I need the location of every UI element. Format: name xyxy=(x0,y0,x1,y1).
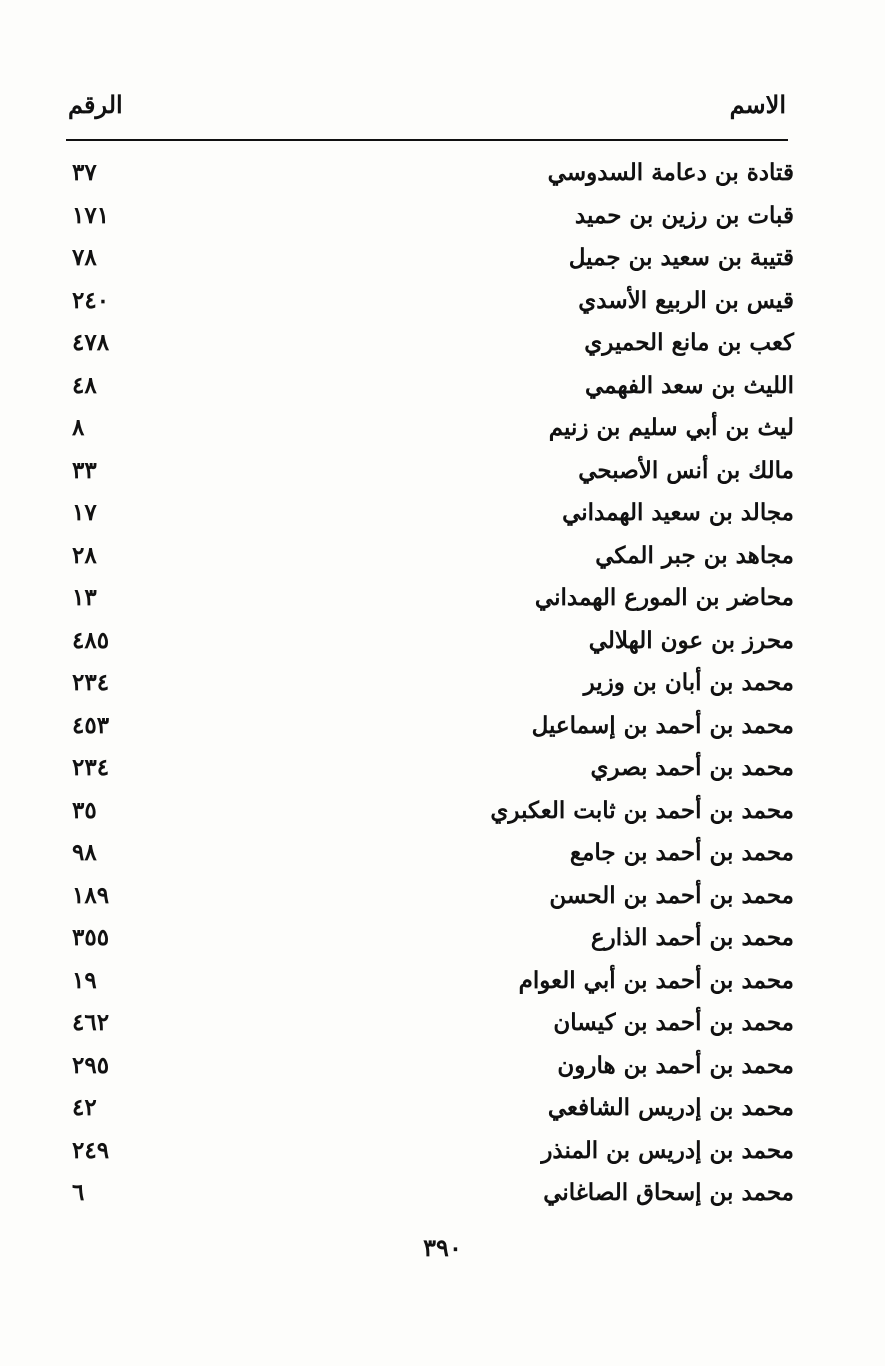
index-entry xyxy=(68,793,794,836)
index-entry xyxy=(68,325,794,368)
index-entry xyxy=(68,283,794,326)
index-entry xyxy=(68,878,794,921)
index-entry xyxy=(68,1005,794,1048)
entry-name: محمد بن أحمد بن كيسان xyxy=(553,1009,794,1036)
index-entry xyxy=(68,495,794,538)
index-entry xyxy=(68,155,794,198)
index-entry xyxy=(68,410,794,453)
index-entry xyxy=(68,538,794,581)
entry-number: ١٩ xyxy=(72,966,97,994)
entry-number: ٢٤٠ xyxy=(72,286,110,314)
entry-number: ١٧ xyxy=(72,499,97,526)
entry-number: ٣٥٥ xyxy=(72,924,110,951)
entry-name: قتادة بن دعامة السدوسي xyxy=(547,159,794,186)
name-column-heading: الاسم xyxy=(729,90,786,119)
entry-number: ١٧١ xyxy=(72,201,110,229)
index-header xyxy=(68,90,786,130)
index-entry xyxy=(68,835,794,878)
entry-name: محمد بن إسحاق الصاغاني xyxy=(543,1179,794,1206)
entry-number: ٢٨ xyxy=(72,541,97,569)
entry-name: محمد بن أحمد بن الحسن xyxy=(549,881,794,909)
index-entry xyxy=(68,665,794,708)
entry-number: ٤٨ xyxy=(72,371,97,399)
entry-name: قيس بن الربيع الأسدي xyxy=(578,286,794,314)
entry-number: ٨ xyxy=(72,414,85,441)
entry-number: ٤٥٣ xyxy=(72,711,110,739)
entry-name: قتيبة بن سعيد بن جميل xyxy=(568,244,794,271)
entry-number: ٦ xyxy=(72,1179,85,1206)
index-entry xyxy=(68,198,794,241)
entry-number: ١٣ xyxy=(72,584,97,611)
index-entry xyxy=(68,453,794,496)
entry-number: ٧٨ xyxy=(72,244,97,271)
entry-number: ٤٦٢ xyxy=(72,1009,110,1036)
index-entry xyxy=(68,368,794,411)
entry-name: محمد بن أحمد بن ثابت العكبري xyxy=(490,796,794,824)
index-entry xyxy=(68,1175,794,1218)
entry-number: ٤٧٨ xyxy=(72,329,110,356)
entry-name: محمد بن أحمد الذارع xyxy=(590,924,794,951)
index-entry xyxy=(68,920,794,963)
entry-name: مجالد بن سعيد الهمداني xyxy=(562,499,794,526)
entry-name: محمد بن أبان بن وزير xyxy=(583,669,794,696)
index-entry xyxy=(68,1048,794,1091)
entry-name: محمد بن أحمد بن هارون xyxy=(557,1051,794,1079)
entry-name: كعب بن مانع الحميري xyxy=(584,329,794,356)
entry-name: ليث بن أبي سليم بن زنيم xyxy=(548,414,794,441)
entry-number: ٢٩٥ xyxy=(72,1051,110,1079)
index-entry xyxy=(68,1090,794,1133)
entry-number: ٢٣٤ xyxy=(72,754,110,781)
entry-name: محمد بن أحمد بن أبي العوام xyxy=(518,966,794,994)
entry-name: محرز بن عون الهلالي xyxy=(588,626,794,654)
entry-name: الليث بن سعد الفهمي xyxy=(584,371,794,399)
number-column-heading: الرقم xyxy=(68,90,123,119)
index-entries xyxy=(68,155,794,1218)
entry-name: محمد بن أحمد بصري xyxy=(590,754,794,781)
entry-number: ١٨٩ xyxy=(72,881,110,909)
entry-number: ٤٢ xyxy=(72,1094,97,1121)
entry-number: ٩٨ xyxy=(72,839,97,866)
entry-number: ٣٧ xyxy=(72,159,97,186)
entry-name: محمد بن أحمد بن جامع xyxy=(569,839,794,866)
page-number: ٣٩٠ xyxy=(423,1233,462,1262)
entry-name: محاضر بن المورع الهمداني xyxy=(534,584,794,611)
entry-name: مالك بن أنس الأصبحي xyxy=(578,456,794,484)
entry-number: ٣٣ xyxy=(72,456,97,484)
index-entry xyxy=(68,240,794,283)
entry-name: محمد بن أحمد بن إسماعيل xyxy=(531,711,794,739)
index-entry xyxy=(68,623,794,666)
entry-name: مجاهد بن جبر المكي xyxy=(595,541,794,569)
entry-name: محمد بن إدريس الشافعي xyxy=(547,1094,794,1121)
index-entry xyxy=(68,1133,794,1176)
header-divider xyxy=(66,139,788,141)
index-entry xyxy=(68,580,794,623)
entry-name: محمد بن إدريس بن المنذر xyxy=(541,1136,794,1164)
entry-name: قبات بن رزين بن حميد xyxy=(574,201,794,229)
index-entry xyxy=(68,963,794,1006)
entry-number: ٢٤٩ xyxy=(72,1136,110,1164)
entry-number: ٤٨٥ xyxy=(72,626,110,654)
index-entry xyxy=(68,750,794,793)
index-entry xyxy=(68,708,794,751)
entry-number: ٣٥ xyxy=(72,796,97,824)
entry-number: ٢٣٤ xyxy=(72,669,110,696)
